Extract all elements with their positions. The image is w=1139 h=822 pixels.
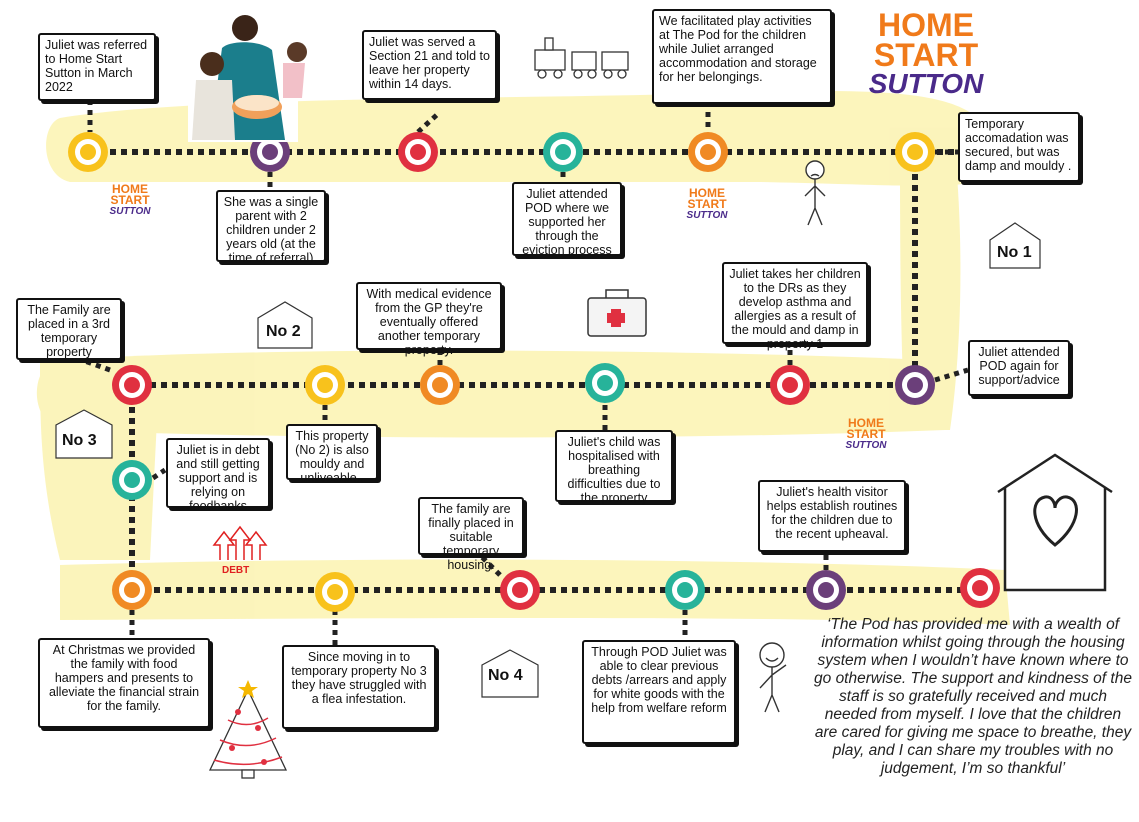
home-start-logo-small-3	[840, 418, 892, 450]
event-pod-eviction: Juliet attended POD where we supported her through the eviction process	[512, 182, 622, 256]
first-aid-kit-icon	[588, 290, 646, 336]
debt-arrows-icon	[214, 527, 266, 560]
timeline-node-n18	[806, 570, 846, 610]
heart-house-icon	[998, 455, 1112, 590]
logo-sutton-text: SUTTON	[845, 439, 887, 451]
logo-start-text: START	[687, 197, 727, 212]
event-section21: Juliet was served a Section 21 and told to leave her property within 14 days.	[362, 30, 497, 100]
timeline-node-n19	[960, 568, 1000, 608]
sad-person-icon	[805, 161, 825, 225]
testimonial-quote: ‘The Pod has provided me with a wealth of information whilst going through the housing system when I wouldn’t have known where to go otherwise. The support and kindness of the staff is so gratefully received and much needed from myself. I love that the children are cared for giving me space to breathe, they play, and I can share my troubles with no judgement, I’m so thankful’	[814, 616, 1132, 777]
event-clear-debts: Through POD Juliet was able to clear previous debts /arrears and apply for white goods with the help from welfare reform	[582, 640, 736, 744]
timeline-node-n14	[112, 570, 152, 610]
event-referral: Juliet was referred to Home Start Sutton in March 2022	[38, 33, 156, 101]
happy-person-icon	[760, 643, 786, 712]
debt-label: DEBT	[222, 565, 250, 576]
logo-start-text: START	[846, 427, 886, 442]
logo-home-text: HOME	[112, 182, 148, 196]
event-flea: Since moving in to temporary property No 3 they have struggled with a flea infestation.	[282, 645, 436, 729]
timeline-node-n6	[895, 132, 935, 172]
timeline-node-n12	[112, 365, 152, 405]
timeline-node-n10	[420, 365, 460, 405]
event-medical-evidence: With medical evidence from the GP they're eventually offered another temporary property.	[356, 282, 502, 350]
toy-train-icon	[535, 38, 628, 78]
event-single-parent: She was a single parent with 2 children under 2 years old (at the time of referral)	[216, 190, 326, 262]
logo-sutton-text: SUTTON	[868, 67, 984, 99]
logo-sutton-text: SUTTON	[686, 209, 728, 221]
event-play-activities: We facilitated play activities at The Pod for the children while Juliet arranged accommodation and storage for her belongings.	[652, 9, 832, 104]
timeline-node-n11	[305, 365, 345, 405]
logo-start-text: START	[873, 37, 979, 74]
home-start-logo-small-2	[680, 188, 734, 220]
event-third-property: The Family are placed in a 3rd temporary property	[16, 298, 122, 360]
home-start-logo-small-1	[104, 184, 156, 216]
house-no2-label: No 2	[266, 323, 301, 340]
timeline-node-n13	[112, 460, 152, 500]
house-no3-label: No 3	[62, 432, 97, 449]
timeline-node-n15	[315, 572, 355, 612]
event-christmas: At Christmas we provided the family with food hampers and presents to alleviate the financial strain for the family.	[38, 638, 210, 728]
timeline-node-n17	[665, 570, 705, 610]
logo-home-text: HOME	[848, 416, 884, 430]
event-suitable: The family are finally placed in suitable temporary housing.	[418, 497, 524, 555]
logo-home-text: HOME	[689, 186, 725, 200]
house-no1-label: No 1	[997, 244, 1032, 261]
logo-home-text: HOME	[878, 7, 974, 43]
logo-start-text: START	[110, 193, 150, 208]
event-hospitalised: Juliet's child was hospitalised with breathing difficulties due to the property	[555, 430, 673, 502]
timeline-node-n5	[688, 132, 728, 172]
timeline-node-n16	[500, 570, 540, 610]
event-drs-asthma: Juliet takes her children to the DRs as they develop asthma and allergies as a result of the mould and damp in property 1	[722, 262, 868, 344]
timeline-node-n3	[398, 132, 438, 172]
event-pod-again: Juliet attended POD again for support/advice	[968, 340, 1070, 396]
event-debt: Juliet is in debt and still getting support and is relying on foodbanks	[166, 438, 270, 508]
event-health-visitor: Juliet's health visitor helps establish routines for the children due to the recent upheaval.	[758, 480, 906, 552]
timeline-node-n7	[895, 365, 935, 405]
event-temp-secured: Temporary accomadation was secured, but was damp and mouldy .	[958, 112, 1080, 182]
event-property2: This property (No 2) is also mouldy and unliveable..	[286, 424, 378, 480]
timeline-node-n1	[68, 132, 108, 172]
family-photo	[188, 10, 307, 142]
house-no4-label: No 4	[488, 667, 523, 684]
logo-sutton-text: SUTTON	[109, 205, 151, 217]
christmas-tree-icon	[210, 680, 286, 778]
timeline-node-n9	[585, 363, 625, 403]
timeline-node-n4	[543, 132, 583, 172]
home-start-logo-main	[866, 7, 986, 99]
timeline-node-n8	[770, 365, 810, 405]
